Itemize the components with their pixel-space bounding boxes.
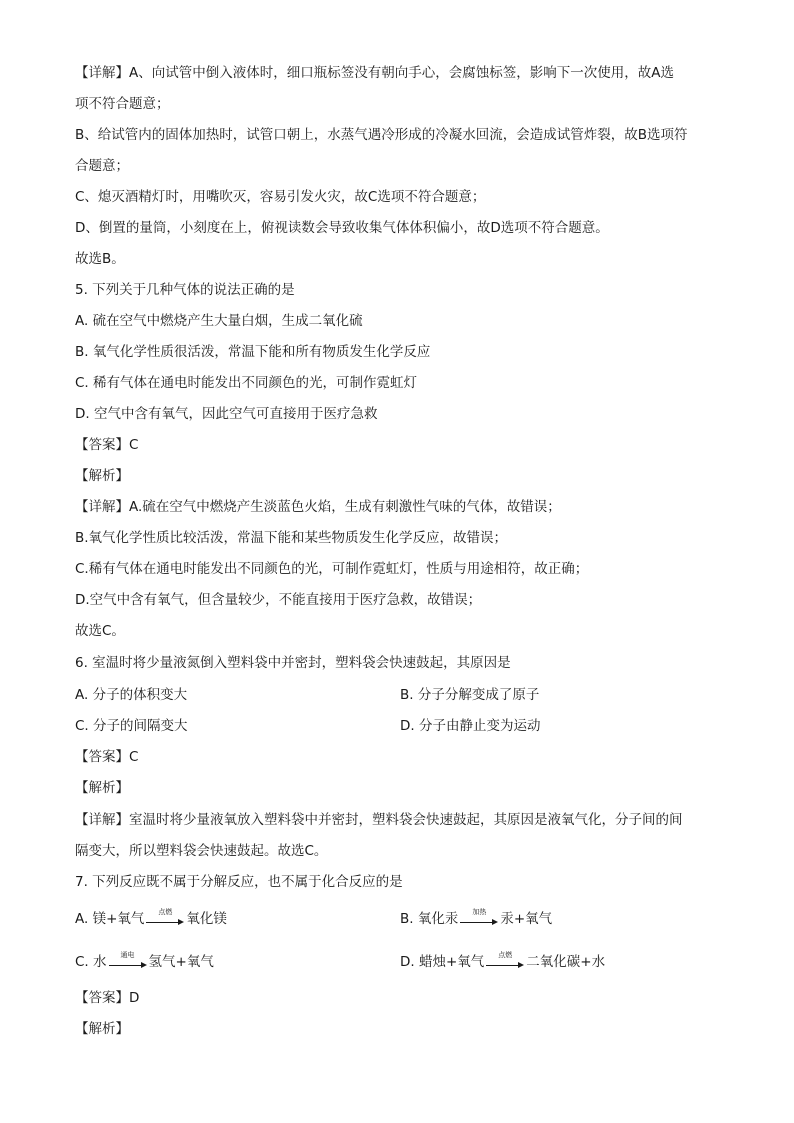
analysis-label: 【解析】	[75, 780, 129, 796]
option-d: D. 空气中含有氧气，因此空气可直接用于医疗急救	[75, 406, 378, 422]
analysis-label: 【解析】	[75, 468, 129, 484]
option-a: A. 硫在空气中燃烧产生大量白烟，生成二氧化硫	[75, 313, 363, 329]
reactants: C. 水	[75, 954, 107, 970]
explanation-line: D、倒置的量筒，小刻度在上，俯视读数会导致收集气体体积偏小，故D选项不符合题意。	[75, 220, 609, 236]
reaction-arrow	[460, 908, 498, 928]
products: 氢气+氧气	[148, 954, 214, 970]
explanation-line: B、给试管内的固体加热时，试管口朝上，水蒸气遇冷形成的冷凝水回流，会造成试管炸裂，故B选项符	[75, 127, 688, 143]
reactants: D. 蜡烛+氧气	[400, 954, 485, 970]
reactants: A. 镁+氧气	[75, 911, 145, 927]
explanation-line: 【详解】室温时将少量液氧放入塑料袋中并密封，塑料袋会快速鼓起，其原因是液氧气化，分子间的间	[75, 812, 683, 828]
explanation-line: 隔变大，所以塑料袋会快速鼓起。故选C。	[75, 843, 328, 859]
explanation-line: D.空气中含有氧气，但含量较少，不能直接用于医疗急救，故错误；	[75, 592, 482, 608]
reaction-condition: 通电	[120, 951, 135, 959]
question-stem: 5. 下列关于几种气体的说法正确的是	[75, 282, 295, 298]
reaction-condition: 点燃	[158, 908, 173, 916]
explanation-line: 【详解】A、向试管中倒入液体时，细口瓶标签没有朝向手心，会腐蚀标签，影响下一次使用，故A选	[75, 65, 674, 81]
reactants: B. 氧化汞	[400, 911, 459, 927]
option-a	[75, 910, 227, 928]
explanation-line: 合题意；	[75, 158, 129, 174]
reaction-arrow	[146, 908, 184, 928]
explanation-line: B.氧气化学性质比较活泼，常温下能和某些物质发生化学反应，故错误；	[75, 530, 508, 546]
option-a: A. 分子的体积变大	[75, 687, 188, 703]
option-c: C. 分子的间隔变大	[75, 718, 188, 734]
question-stem: 7. 下列反应既不属于分解反应，也不属于化合反应的是	[75, 874, 403, 890]
option-d	[400, 953, 605, 971]
explanation-line: C、熄灭酒精灯时，用嘴吹灭，容易引发火灾，故C选项不符合题意；	[75, 189, 486, 205]
reaction-condition: 加热	[472, 908, 487, 916]
analysis-label: 【解析】	[75, 1021, 129, 1037]
question-stem: 6. 室温时将少量液氮倒入塑料袋中并密封，塑料袋会快速鼓起，其原因是	[75, 655, 511, 671]
option-c: C. 稀有气体在通电时能发出不同颜色的光，可制作霓虹灯	[75, 375, 418, 391]
answer-label: 【答案】D	[75, 990, 140, 1006]
products: 二氧化碳+水	[526, 954, 606, 970]
option-b	[400, 910, 552, 928]
option-b: B. 分子分解变成了原子	[400, 687, 540, 703]
explanation-line: 故选C。	[75, 623, 125, 639]
option-c	[75, 953, 214, 971]
reaction-arrow	[486, 951, 524, 971]
explanation-line: 故选B。	[75, 251, 125, 267]
products: 汞+氧气	[500, 911, 553, 927]
reaction-arrow	[109, 951, 147, 971]
answer-label: 【答案】C	[75, 437, 139, 453]
option-b: B. 氧气化学性质很活泼，常温下能和所有物质发生化学反应	[75, 344, 431, 360]
products: 氧化镁	[186, 911, 227, 927]
explanation-line: 项不符合题意；	[75, 96, 170, 112]
answer-label: 【答案】C	[75, 749, 139, 765]
option-d: D. 分子由静止变为运动	[400, 718, 541, 734]
explanation-line: C.稀有气体在通电时能发出不同颜色的光，可制作霓虹灯，性质与用途相符，故正确；	[75, 561, 589, 577]
reaction-condition: 点燃	[498, 951, 513, 959]
explanation-line: 【详解】A.硫在空气中燃烧产生淡蓝色火焰，生成有刺激性气味的气体，故错误；	[75, 499, 561, 515]
